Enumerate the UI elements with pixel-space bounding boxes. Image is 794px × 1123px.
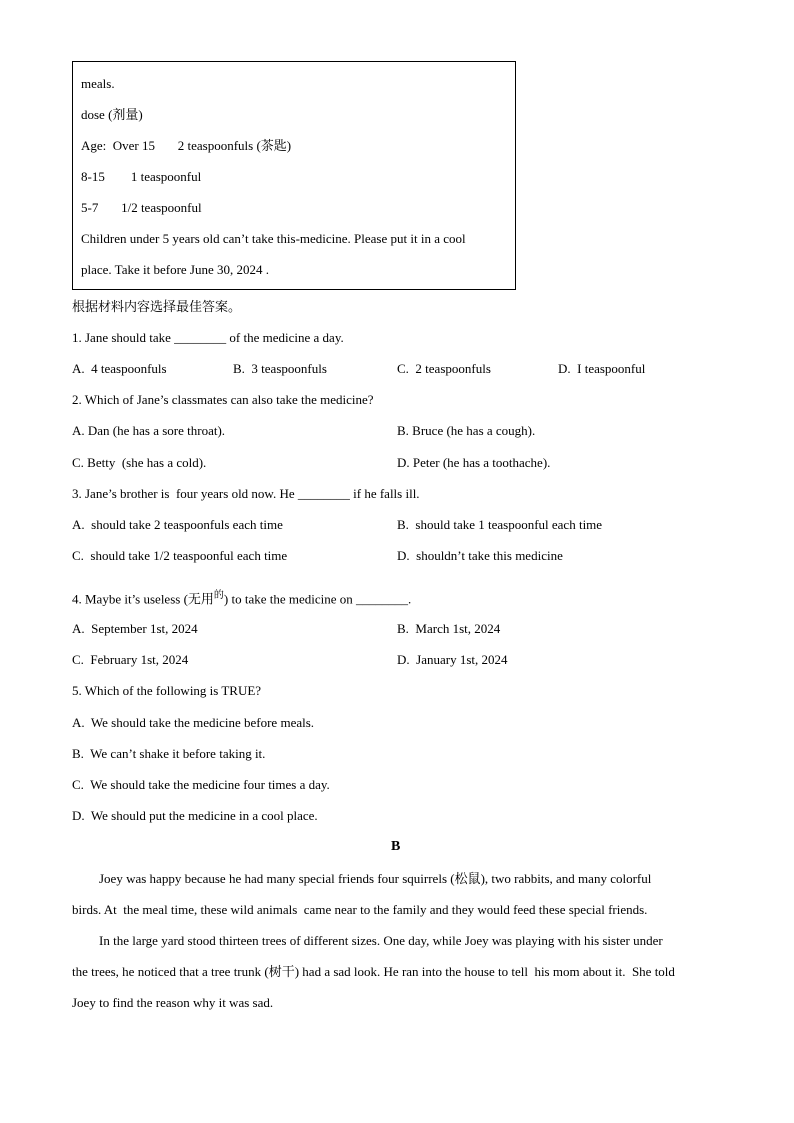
q2-option-c: C. Betty (she has a cold). — [72, 455, 207, 470]
q2-option-d: D. Peter (he has a toothache). — [397, 455, 551, 470]
q3-option-c: C. should take 1/2 teaspoonful each time — [72, 548, 288, 563]
q5-option-a: A. We should take the medicine before meals. — [72, 715, 315, 730]
q3-option-b: B. should take 1 teaspoonful each time — [397, 517, 603, 532]
q1-option-a: A. 4 teaspoonfuls — [72, 361, 167, 376]
q5-option-b: B. We can’t shake it before taking it. — [72, 746, 266, 761]
q1-option-b: B. 3 teaspoonfuls — [233, 361, 327, 376]
q3-stem: 3. Jane’s brother is four years old now. He ________ if he falls ill. — [72, 486, 420, 501]
q2-option-b: B. Bruce (he has a cough). — [397, 423, 536, 438]
notice-warning-line-2: place. Take it before June 30, 2024 . — [81, 262, 270, 277]
section-b-paragraph-2-line-3: Joey to find the reason why it was sad. — [72, 995, 274, 1010]
q4-option-b: B. March 1st, 2024 — [397, 621, 501, 636]
section-b-paragraph-2-line-1: In the large yard stood thirteen trees of different sizes. One day, while Joey was playing with his sister under — [99, 933, 663, 948]
q3-option-d: D. shouldn’t take this medicine — [397, 548, 563, 563]
q5-option-d: D. We should put the medicine in a cool place. — [72, 808, 318, 823]
q5-option-c: C. We should take the medicine four times a day. — [72, 777, 330, 792]
q1-option-d: D. I teaspoonful — [558, 361, 646, 376]
q4-option-c: C. February 1st, 2024 — [72, 652, 189, 667]
section-b-paragraph-1-line-2: birds. At the meal time, these wild animals came near to the family and they would feed these special friends. — [72, 902, 648, 917]
instruction: 根据材料内容选择最佳答案。 — [72, 299, 242, 314]
q4-stem-after: ) to take the medicine on ________. — [223, 591, 412, 607]
q4-stem-superscript: 的 — [213, 590, 224, 601]
notice-row-8-15: 8-15 1 teaspoonful — [81, 169, 202, 184]
q4-option-a: A. September 1st, 2024 — [72, 621, 198, 636]
medicine-notice-box — [72, 61, 516, 290]
notice-row-5-7: 5-7 1/2 teaspoonful — [81, 200, 202, 215]
q1-option-c: C. 2 teaspoonfuls — [397, 361, 491, 376]
q4-stem — [72, 588, 411, 607]
section-b-paragraph-1-line-1: Joey was happy because he had many special friends four squirrels (松鼠), two rabbits, and many colorful — [99, 871, 652, 886]
section-b-paragraph-2-line-2: the trees, he noticed that a tree trunk (树干) had a sad look. He ran into the house to tell his mom about it. She told — [72, 964, 675, 979]
q3-option-a: A. should take 2 teaspoonfuls each time — [72, 517, 283, 532]
q4-stem-before: 4. Maybe it’s useless (无用 — [72, 591, 214, 607]
q4-option-d: D. January 1st, 2024 — [397, 652, 508, 667]
section-b-heading: B — [391, 839, 401, 854]
notice-warning-line-1: Children under 5 years old can’t take this-medicine. Please put it in a cool — [81, 231, 466, 246]
notice-meals-line: meals. — [81, 76, 115, 91]
q2-stem: 2. Which of Jane’s classmates can also take the medicine? — [72, 392, 374, 407]
q2-option-a: A. Dan (he has a sore throat). — [72, 423, 226, 438]
q5-stem: 5. Which of the following is TRUE? — [72, 683, 262, 698]
q1-stem: 1. Jane should take ________ of the medicine a day. — [72, 330, 344, 345]
notice-dose-label: dose (剂量) — [81, 107, 143, 122]
notice-age-row: Age: Over 15 2 teaspoonfuls (茶匙) — [81, 138, 292, 153]
